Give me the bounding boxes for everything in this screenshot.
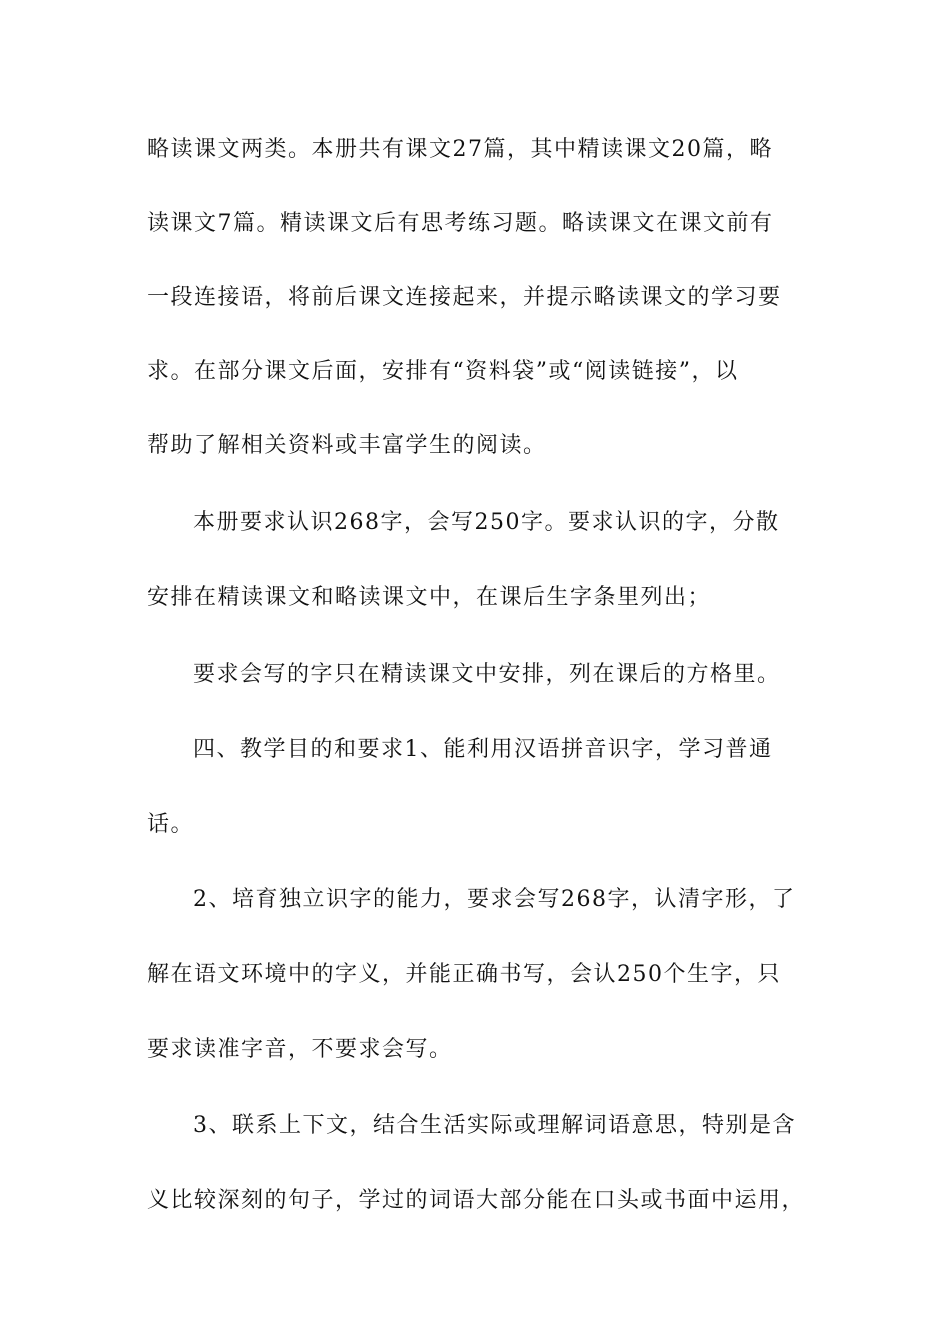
text-line: 略读课文两类。本册共有课文27篇，其中精读课文20篇，略 [147,137,773,162]
text-line: 本册要求认识268字，会写250字。要求认识的字，分散 [193,510,780,535]
text-line: 安排在精读课文和略读课文中，在课后生字条里列出； [147,585,712,610]
text-line: 帮助了解相关资料或丰富学生的阅读。 [147,433,547,458]
text-line: 话。 [147,812,195,837]
text-line: 义比较深刻的句子，学过的词语大部分能在口头或书面中运用， [147,1188,806,1213]
text-line: 四、教学目的和要求1、能利用汉语拼音识字，学习普通 [193,737,773,762]
text-line: 3、联系上下文，结合生活实际或理解词语意思，特别是含 [193,1113,796,1138]
text-line: 求。在部分课文后面，安排有“资料袋”或“阅读链接”，以 [147,359,739,384]
text-line: 解在语文环境中的字义，并能正确书写，会认250个生字，只 [147,962,781,987]
text-line: 要求读准字音，不要求会写。 [147,1037,453,1062]
text-line: 2、培育独立识字的能力，要求会写268字，认清字形，了 [193,887,796,912]
text-line: 读课文7篇。精读课文后有思考练习题。略读课文在课文前有 [147,211,774,236]
text-line: 要求会写的字只在精读课文中安排，列在课后的方格里。 [193,662,781,687]
text-line: 一段连接语，将前后课文连接起来，并提示略读课文的学习要 [147,285,782,310]
